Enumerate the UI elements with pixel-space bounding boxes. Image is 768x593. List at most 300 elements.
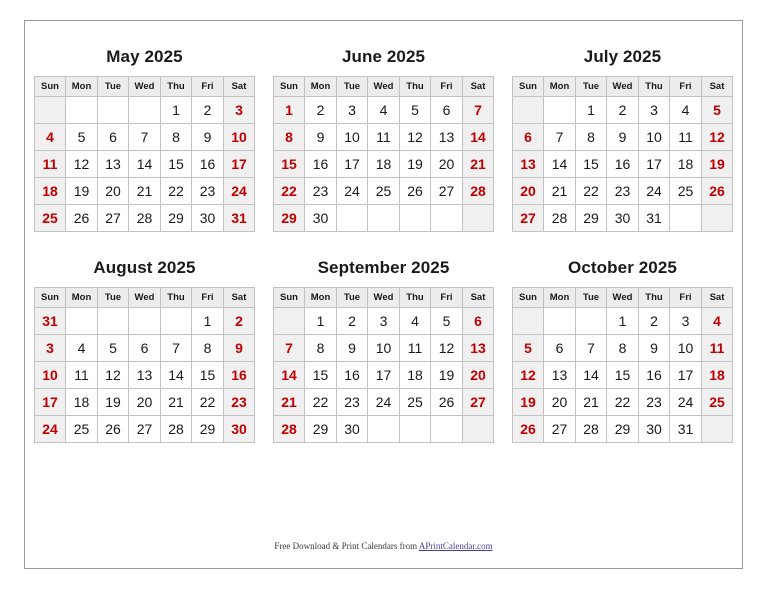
month-block-september: [264, 258, 503, 443]
day-cell[interactable]: 25: [34, 205, 66, 232]
footer-link[interactable]: APrintCalendar.com: [418, 541, 493, 551]
day-cell-empty: [512, 97, 544, 124]
day-cell[interactable]: 23: [336, 389, 368, 416]
day-cell[interactable]: 17: [34, 389, 66, 416]
day-cell[interactable]: 27: [512, 205, 544, 232]
day-cell[interactable]: 7: [129, 124, 161, 151]
day-cell[interactable]: 19: [512, 389, 544, 416]
weekday-header-tue: Tue: [336, 77, 368, 97]
month-table: [512, 287, 734, 443]
day-cell[interactable]: 13: [97, 151, 129, 178]
day-cell[interactable]: 5: [66, 124, 98, 151]
week-row: [512, 308, 733, 335]
day-cell[interactable]: 15: [160, 151, 192, 178]
weekday-header-sun: Sun: [273, 77, 305, 97]
day-cell-empty: [97, 97, 129, 124]
day-cell[interactable]: 13: [431, 124, 463, 151]
day-cell[interactable]: 18: [701, 362, 733, 389]
day-cell[interactable]: 29: [273, 205, 305, 232]
day-cell[interactable]: 8: [192, 335, 224, 362]
day-cell[interactable]: 1: [575, 97, 607, 124]
day-cell[interactable]: 5: [512, 335, 544, 362]
day-cell[interactable]: 13: [462, 335, 494, 362]
weekday-header-thu: Thu: [638, 288, 670, 308]
day-cell[interactable]: 14: [462, 124, 494, 151]
month-block-may: [25, 47, 264, 232]
day-cell[interactable]: 6: [431, 97, 463, 124]
day-cell[interactable]: 6: [129, 335, 161, 362]
day-cell[interactable]: 8: [273, 124, 305, 151]
day-cell-empty: [544, 97, 576, 124]
day-cell[interactable]: 4: [368, 97, 400, 124]
week-row: [273, 308, 494, 335]
day-cell[interactable]: 11: [368, 124, 400, 151]
day-cell-empty: [273, 308, 305, 335]
day-cell[interactable]: 1: [607, 308, 639, 335]
day-cell[interactable]: 23: [192, 178, 224, 205]
weekday-header-mon: Mon: [66, 288, 98, 308]
day-cell[interactable]: 4: [34, 124, 66, 151]
weekday-header-tue: Tue: [575, 288, 607, 308]
day-cell[interactable]: 4: [701, 308, 733, 335]
month-block-august: [25, 258, 264, 443]
weekday-header-sun: Sun: [273, 288, 305, 308]
day-cell[interactable]: 2: [607, 97, 639, 124]
day-cell-empty: [129, 308, 161, 335]
day-cell[interactable]: 5: [399, 97, 431, 124]
day-cell[interactable]: 12: [399, 124, 431, 151]
day-cell[interactable]: 31: [34, 308, 66, 335]
month-title: August 2025: [93, 258, 196, 277]
week-row: [512, 97, 733, 124]
weekday-header-row: [34, 288, 255, 308]
weekday-header-fri: Fri: [192, 77, 224, 97]
day-cell[interactable]: 25: [399, 389, 431, 416]
day-cell[interactable]: 29: [160, 205, 192, 232]
day-cell[interactable]: 15: [575, 151, 607, 178]
day-cell[interactable]: 10: [638, 124, 670, 151]
weekday-header-row: [512, 77, 733, 97]
day-cell[interactable]: 1: [305, 308, 337, 335]
day-cell[interactable]: 20: [431, 151, 463, 178]
day-cell[interactable]: 26: [399, 178, 431, 205]
day-cell[interactable]: 24: [34, 416, 66, 443]
day-cell[interactable]: 8: [305, 335, 337, 362]
day-cell[interactable]: 31: [670, 416, 702, 443]
day-cell[interactable]: 26: [66, 205, 98, 232]
day-cell[interactable]: 2: [192, 97, 224, 124]
day-cell[interactable]: 17: [223, 151, 255, 178]
weekday-header-sun: Sun: [34, 77, 66, 97]
week-row: [273, 178, 494, 205]
weekday-header-sat: Sat: [223, 288, 255, 308]
day-cell[interactable]: 28: [544, 205, 576, 232]
day-cell[interactable]: 3: [368, 308, 400, 335]
day-cell-empty: [544, 308, 576, 335]
day-cell-empty: [160, 308, 192, 335]
weekday-header-row: [273, 288, 494, 308]
week-row: [512, 205, 733, 232]
day-cell-empty: [701, 416, 733, 443]
day-cell[interactable]: 16: [336, 362, 368, 389]
day-cell[interactable]: 26: [431, 389, 463, 416]
day-cell[interactable]: 25: [701, 389, 733, 416]
month-table: [273, 76, 495, 232]
day-cell[interactable]: 20: [97, 178, 129, 205]
week-row: [273, 416, 494, 443]
week-row: [34, 178, 255, 205]
day-cell-empty: [66, 308, 98, 335]
day-cell[interactable]: 18: [66, 389, 98, 416]
day-cell[interactable]: 17: [670, 362, 702, 389]
day-cell[interactable]: 6: [544, 335, 576, 362]
day-cell-empty: [701, 205, 733, 232]
month-table: [34, 76, 256, 232]
day-cell[interactable]: 13: [544, 362, 576, 389]
day-cell[interactable]: 15: [305, 362, 337, 389]
week-row: [34, 389, 255, 416]
weekday-header-tue: Tue: [97, 288, 129, 308]
day-cell-empty: [66, 97, 98, 124]
day-cell[interactable]: 16: [305, 151, 337, 178]
day-cell[interactable]: 3: [670, 308, 702, 335]
day-cell[interactable]: 6: [97, 124, 129, 151]
day-cell[interactable]: 27: [129, 416, 161, 443]
day-cell[interactable]: 14: [273, 362, 305, 389]
day-cell[interactable]: 5: [97, 335, 129, 362]
day-cell-empty: [368, 205, 400, 232]
weekday-header-thu: Thu: [399, 77, 431, 97]
month-title: October 2025: [568, 258, 677, 277]
day-cell[interactable]: 28: [575, 416, 607, 443]
weekday-header-mon: Mon: [305, 288, 337, 308]
day-cell[interactable]: 22: [273, 178, 305, 205]
week-row: [34, 97, 255, 124]
day-cell[interactable]: 12: [97, 362, 129, 389]
day-cell[interactable]: 25: [368, 178, 400, 205]
calendar-grid: [25, 21, 742, 568]
day-cell[interactable]: 16: [223, 362, 255, 389]
day-cell[interactable]: 23: [305, 178, 337, 205]
day-cell[interactable]: 9: [223, 335, 255, 362]
day-cell[interactable]: 24: [638, 178, 670, 205]
day-cell[interactable]: 9: [192, 124, 224, 151]
week-row: [273, 124, 494, 151]
day-cell[interactable]: 22: [575, 178, 607, 205]
week-row: [34, 124, 255, 151]
weekday-header-wed: Wed: [607, 288, 639, 308]
week-row: [512, 335, 733, 362]
day-cell-empty: [462, 205, 494, 232]
week-row: [273, 151, 494, 178]
weekday-header-mon: Mon: [544, 77, 576, 97]
day-cell[interactable]: 6: [462, 308, 494, 335]
day-cell[interactable]: 11: [66, 362, 98, 389]
month-block-october: [503, 258, 742, 443]
day-cell[interactable]: 30: [223, 416, 255, 443]
day-cell[interactable]: 14: [129, 151, 161, 178]
week-row: [273, 389, 494, 416]
day-cell[interactable]: 15: [192, 362, 224, 389]
day-cell-empty: [336, 205, 368, 232]
day-cell[interactable]: 1: [192, 308, 224, 335]
day-cell[interactable]: 7: [160, 335, 192, 362]
day-cell-empty: [129, 97, 161, 124]
day-cell[interactable]: 14: [160, 362, 192, 389]
day-cell[interactable]: 17: [638, 151, 670, 178]
day-cell[interactable]: 10: [336, 124, 368, 151]
weekday-header-fri: Fri: [431, 77, 463, 97]
day-cell[interactable]: 16: [607, 151, 639, 178]
day-cell[interactable]: 15: [273, 151, 305, 178]
weekday-header-mon: Mon: [544, 288, 576, 308]
day-cell[interactable]: 27: [97, 205, 129, 232]
day-cell[interactable]: 3: [223, 97, 255, 124]
month-block-july: [503, 47, 742, 232]
day-cell[interactable]: 19: [399, 151, 431, 178]
day-cell-empty: [431, 416, 463, 443]
day-cell[interactable]: 10: [368, 335, 400, 362]
day-cell[interactable]: 27: [544, 416, 576, 443]
day-cell[interactable]: 25: [670, 178, 702, 205]
day-cell[interactable]: 20: [129, 389, 161, 416]
day-cell[interactable]: 7: [462, 97, 494, 124]
day-cell[interactable]: 21: [273, 389, 305, 416]
month-title: July 2025: [583, 47, 662, 66]
day-cell[interactable]: 3: [336, 97, 368, 124]
day-cell[interactable]: 27: [431, 178, 463, 205]
day-cell[interactable]: 4: [670, 97, 702, 124]
day-cell[interactable]: 12: [512, 362, 544, 389]
weekday-header-fri: Fri: [431, 288, 463, 308]
day-cell[interactable]: 12: [66, 151, 98, 178]
week-row: [512, 151, 733, 178]
day-cell[interactable]: 23: [638, 389, 670, 416]
weekday-header-row: [512, 288, 733, 308]
day-cell[interactable]: 12: [701, 124, 733, 151]
weekday-header-row: [34, 77, 255, 97]
day-cell[interactable]: 24: [670, 389, 702, 416]
day-cell[interactable]: 18: [34, 178, 66, 205]
day-cell[interactable]: 29: [305, 416, 337, 443]
weekday-header-thu: Thu: [160, 77, 192, 97]
weekday-header-fri: Fri: [670, 288, 702, 308]
day-cell[interactable]: 20: [462, 362, 494, 389]
day-cell[interactable]: 9: [305, 124, 337, 151]
weekday-header-thu: Thu: [160, 288, 192, 308]
day-cell[interactable]: 21: [575, 389, 607, 416]
day-cell[interactable]: 28: [462, 178, 494, 205]
day-cell[interactable]: 22: [305, 389, 337, 416]
day-cell[interactable]: 25: [66, 416, 98, 443]
day-cell[interactable]: 27: [462, 389, 494, 416]
day-cell-empty: [34, 97, 66, 124]
week-row: [273, 97, 494, 124]
week-row: [512, 178, 733, 205]
day-cell[interactable]: 23: [607, 178, 639, 205]
weekday-header-thu: Thu: [399, 288, 431, 308]
day-cell[interactable]: 17: [336, 151, 368, 178]
day-cell[interactable]: 3: [638, 97, 670, 124]
month-title: September 2025: [317, 258, 450, 277]
day-cell[interactable]: 30: [607, 205, 639, 232]
day-cell[interactable]: 26: [701, 178, 733, 205]
week-row: [34, 362, 255, 389]
weekday-header-wed: Wed: [368, 288, 400, 308]
day-cell[interactable]: 21: [544, 178, 576, 205]
day-cell[interactable]: 23: [223, 389, 255, 416]
day-cell[interactable]: 8: [607, 335, 639, 362]
month-title: June 2025: [341, 47, 426, 66]
day-cell[interactable]: 26: [97, 416, 129, 443]
day-cell[interactable]: 1: [160, 97, 192, 124]
day-cell[interactable]: 24: [223, 178, 255, 205]
weekday-header-sat: Sat: [223, 77, 255, 97]
day-cell[interactable]: 13: [129, 362, 161, 389]
day-cell[interactable]: 4: [66, 335, 98, 362]
day-cell[interactable]: 11: [34, 151, 66, 178]
month-row-second: [25, 232, 742, 443]
day-cell[interactable]: 6: [512, 124, 544, 151]
day-cell[interactable]: 10: [34, 362, 66, 389]
weekday-header-mon: Mon: [305, 77, 337, 97]
month-table: [273, 287, 495, 443]
day-cell[interactable]: 22: [192, 389, 224, 416]
day-cell[interactable]: 31: [638, 205, 670, 232]
footer-text: Free Download & Print Calendars from: [274, 541, 419, 551]
week-row: [512, 416, 733, 443]
day-cell[interactable]: 10: [223, 124, 255, 151]
day-cell[interactable]: 19: [97, 389, 129, 416]
day-cell[interactable]: 14: [575, 362, 607, 389]
day-cell[interactable]: 14: [544, 151, 576, 178]
weekday-header-mon: Mon: [66, 77, 98, 97]
day-cell[interactable]: 19: [66, 178, 98, 205]
day-cell[interactable]: 30: [336, 416, 368, 443]
day-cell-empty: [399, 205, 431, 232]
day-cell[interactable]: 10: [670, 335, 702, 362]
day-cell[interactable]: 18: [399, 362, 431, 389]
day-cell-empty: [512, 308, 544, 335]
week-row: [34, 151, 255, 178]
weekday-header-wed: Wed: [129, 77, 161, 97]
day-cell[interactable]: 29: [575, 205, 607, 232]
weekday-header-wed: Wed: [129, 288, 161, 308]
day-cell[interactable]: 21: [160, 389, 192, 416]
day-cell[interactable]: 5: [431, 308, 463, 335]
day-cell-empty: [670, 205, 702, 232]
week-row: [273, 362, 494, 389]
day-cell[interactable]: 22: [160, 178, 192, 205]
day-cell[interactable]: 7: [273, 335, 305, 362]
day-cell[interactable]: 30: [305, 205, 337, 232]
day-cell[interactable]: 19: [431, 362, 463, 389]
weekday-header-fri: Fri: [192, 288, 224, 308]
weekday-header-sat: Sat: [701, 288, 733, 308]
day-cell[interactable]: 21: [462, 151, 494, 178]
day-cell-empty: [575, 308, 607, 335]
week-row: [34, 308, 255, 335]
day-cell[interactable]: 2: [638, 308, 670, 335]
weekday-header-tue: Tue: [336, 288, 368, 308]
week-row: [273, 335, 494, 362]
weekday-header-thu: Thu: [638, 77, 670, 97]
day-cell[interactable]: 28: [160, 416, 192, 443]
day-cell[interactable]: 28: [129, 205, 161, 232]
day-cell-empty: [431, 205, 463, 232]
week-row: [512, 124, 733, 151]
day-cell[interactable]: 2: [336, 308, 368, 335]
day-cell[interactable]: 22: [607, 389, 639, 416]
day-cell[interactable]: 16: [638, 362, 670, 389]
weekday-header-sun: Sun: [512, 288, 544, 308]
day-cell[interactable]: 11: [399, 335, 431, 362]
calendar-page: [24, 20, 743, 569]
day-cell[interactable]: 24: [336, 178, 368, 205]
weekday-header-sun: Sun: [34, 288, 66, 308]
day-cell[interactable]: 3: [34, 335, 66, 362]
day-cell[interactable]: 20: [512, 178, 544, 205]
day-cell[interactable]: 2: [223, 308, 255, 335]
day-cell[interactable]: 9: [638, 335, 670, 362]
day-cell[interactable]: 5: [701, 97, 733, 124]
day-cell[interactable]: 24: [368, 389, 400, 416]
day-cell[interactable]: 30: [638, 416, 670, 443]
weekday-header-wed: Wed: [607, 77, 639, 97]
day-cell[interactable]: 8: [160, 124, 192, 151]
week-row: [34, 416, 255, 443]
day-cell[interactable]: 18: [368, 151, 400, 178]
day-cell[interactable]: 26: [512, 416, 544, 443]
weekday-header-tue: Tue: [575, 77, 607, 97]
day-cell[interactable]: 11: [670, 124, 702, 151]
day-cell[interactable]: 29: [607, 416, 639, 443]
day-cell[interactable]: 29: [192, 416, 224, 443]
day-cell[interactable]: 13: [512, 151, 544, 178]
day-cell[interactable]: 21: [129, 178, 161, 205]
day-cell[interactable]: 7: [575, 335, 607, 362]
day-cell[interactable]: 8: [575, 124, 607, 151]
day-cell[interactable]: 11: [701, 335, 733, 362]
day-cell[interactable]: 18: [670, 151, 702, 178]
day-cell-empty: [97, 308, 129, 335]
day-cell[interactable]: 17: [368, 362, 400, 389]
day-cell[interactable]: 30: [192, 205, 224, 232]
day-cell[interactable]: 4: [399, 308, 431, 335]
day-cell[interactable]: 15: [607, 362, 639, 389]
day-cell[interactable]: 20: [544, 389, 576, 416]
day-cell[interactable]: 1: [273, 97, 305, 124]
day-cell[interactable]: 19: [701, 151, 733, 178]
weekday-header-fri: Fri: [670, 77, 702, 97]
month-title: May 2025: [106, 47, 183, 66]
week-row: [273, 205, 494, 232]
weekday-header-wed: Wed: [368, 77, 400, 97]
day-cell[interactable]: 9: [607, 124, 639, 151]
month-row-first: [25, 21, 742, 232]
day-cell[interactable]: 7: [544, 124, 576, 151]
month-table: [34, 287, 256, 443]
day-cell[interactable]: 2: [305, 97, 337, 124]
day-cell[interactable]: 31: [223, 205, 255, 232]
week-row: [512, 362, 733, 389]
day-cell[interactable]: 28: [273, 416, 305, 443]
day-cell[interactable]: 12: [431, 335, 463, 362]
day-cell[interactable]: 9: [336, 335, 368, 362]
day-cell-empty: [399, 416, 431, 443]
day-cell[interactable]: 16: [192, 151, 224, 178]
week-row: [34, 335, 255, 362]
